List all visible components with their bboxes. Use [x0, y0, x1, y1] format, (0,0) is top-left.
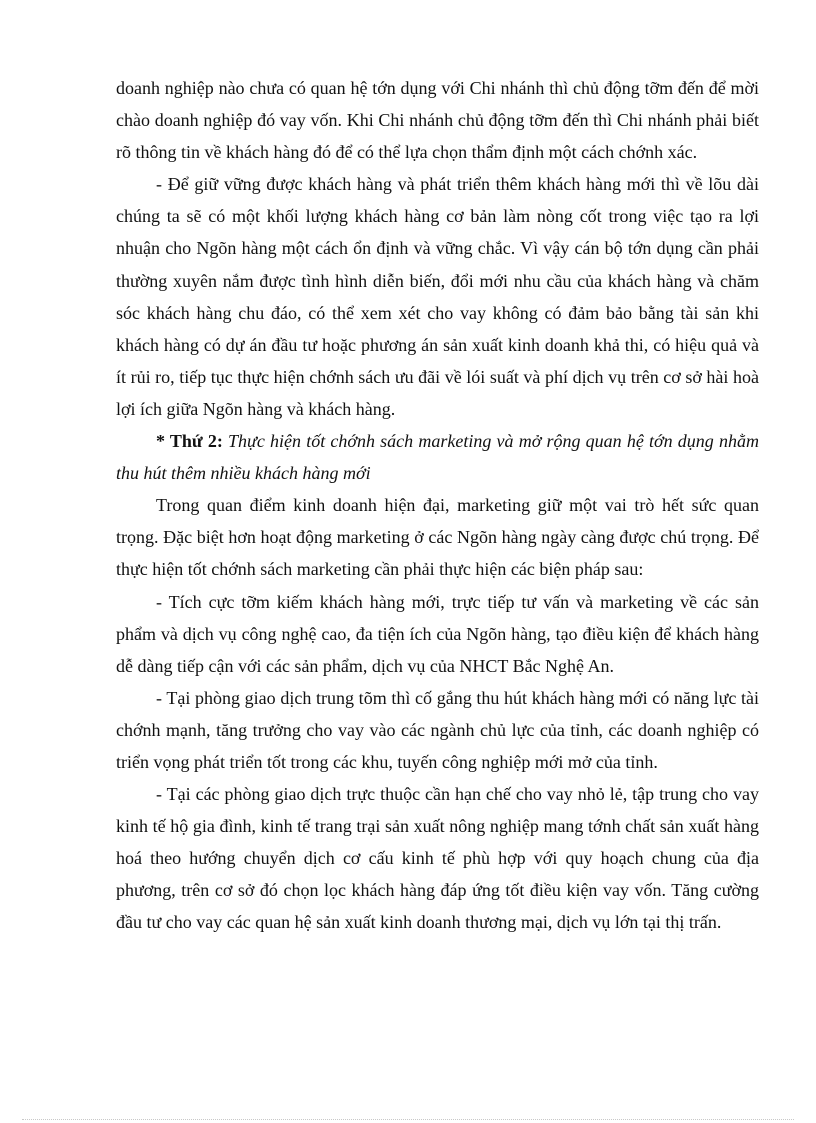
paragraph-retain-customers: - Để giữ vững được khách hàng và phát triển thêm khách hàng mới thì về lõu dài chúng ta sẽ có một khối lượng khách hàng cơ bản làm nòng cốt trong việc tạo ra lợi nhuận cho Ngõn hàng một cách ổn định và vững chắc. Vì vậy cán bộ tớn dụng cần phải thường xuyên nắm được tình hình diễn biến, đổi mới nhu cầu của khách hàng và chăm sóc khách hàng chu đáo, có thể xem xét cho vay không có đảm bảo bằng tài sản khi khách hàng có dự án đầu tư hoặc phương án sản xuất kinh doanh khả thi, có hiệu quả và ít rủi ro, tiếp tục thực hiện chớnh sách ưu đãi về lói suất và phí dịch vụ trên cơ sở hài hoà lợi ích giữa Ngõn hàng và khách hàng. [116, 174, 759, 419]
paragraph-branch-offices: - Tại các phòng giao dịch trực thuộc cần hạn chế cho vay nhỏ lẻ, tập trung cho vay kinh tế hộ gia đình, kinh tế trang trại sản xuất nông nghiệp mang tớnh chất sản xuất hàng hoá theo hướng chuyển dịch cơ cấu kinh tế phù hợp với quy hoạch chung của địa phương, trên cơ sở đó chọn lọc khách hàng đáp ứng tốt điều kiện vay vốn. Tăng cường đầu tư cho vay các quan hệ sản xuất kinh doanh thương mại, dịch vụ lớn tại thị trấn. [116, 784, 759, 933]
heading-prefix: * Thứ 2: [156, 431, 223, 452]
section-heading [116, 425, 759, 489]
paragraph-find-customers: - Tích cực tỡm kiếm khách hàng mới, trực tiếp tư vấn và marketing về các sản phẩm và dịch vụ công nghệ cao, đa tiện ích của Ngõn hàng, tạo điều kiện để khách hàng dễ dàng tiếp cận với các sản phẩm, dịch vụ của NHCT Bắc Nghệ An. [116, 591, 759, 676]
paragraph-continuation: doanh nghiệp nào chưa có quan hệ tớn dụng với Chi nhánh thì chủ động tỡm đến để mời chào doanh nghiệp đó vay vốn. Khi Chi nhánh chủ động tỡm đến thì Chi nhánh phải biết rõ thông tin về khách hàng đó để có thể lựa chọn thẩm định một cách chớnh xác. [116, 78, 759, 163]
document-page [116, 72, 759, 939]
paragraph-central-office: - Tại phòng giao dịch trung tõm thì cố gắng thu hút khách hàng mới có năng lực tài chớnh mạnh, tăng trưởng cho vay vào các ngành chủ lực của tỉnh, các doanh nghiệp có triển vọng phát triển tốt trong các khu, tuyến công nghiệp mới mở của tỉnh. [116, 687, 759, 772]
page-bottom-divider [22, 1119, 794, 1120]
paragraph-marketing-intro: Trong quan điểm kinh doanh hiện đại, marketing giữ một vai trò hết sức quan trọng. Đặc biệt hơn hoạt động marketing ở các Ngõn hàng ngày càng được chú trọng. Để thực hiện tốt chớnh sách marketing cần phải thực hiện các biện pháp sau: [116, 495, 759, 580]
heading-text: Thực hiện tốt chớnh sách marketing và mở rộng quan hệ tớn dụng nhằm thu hút thêm nhiều khách hàng mới [116, 431, 759, 484]
